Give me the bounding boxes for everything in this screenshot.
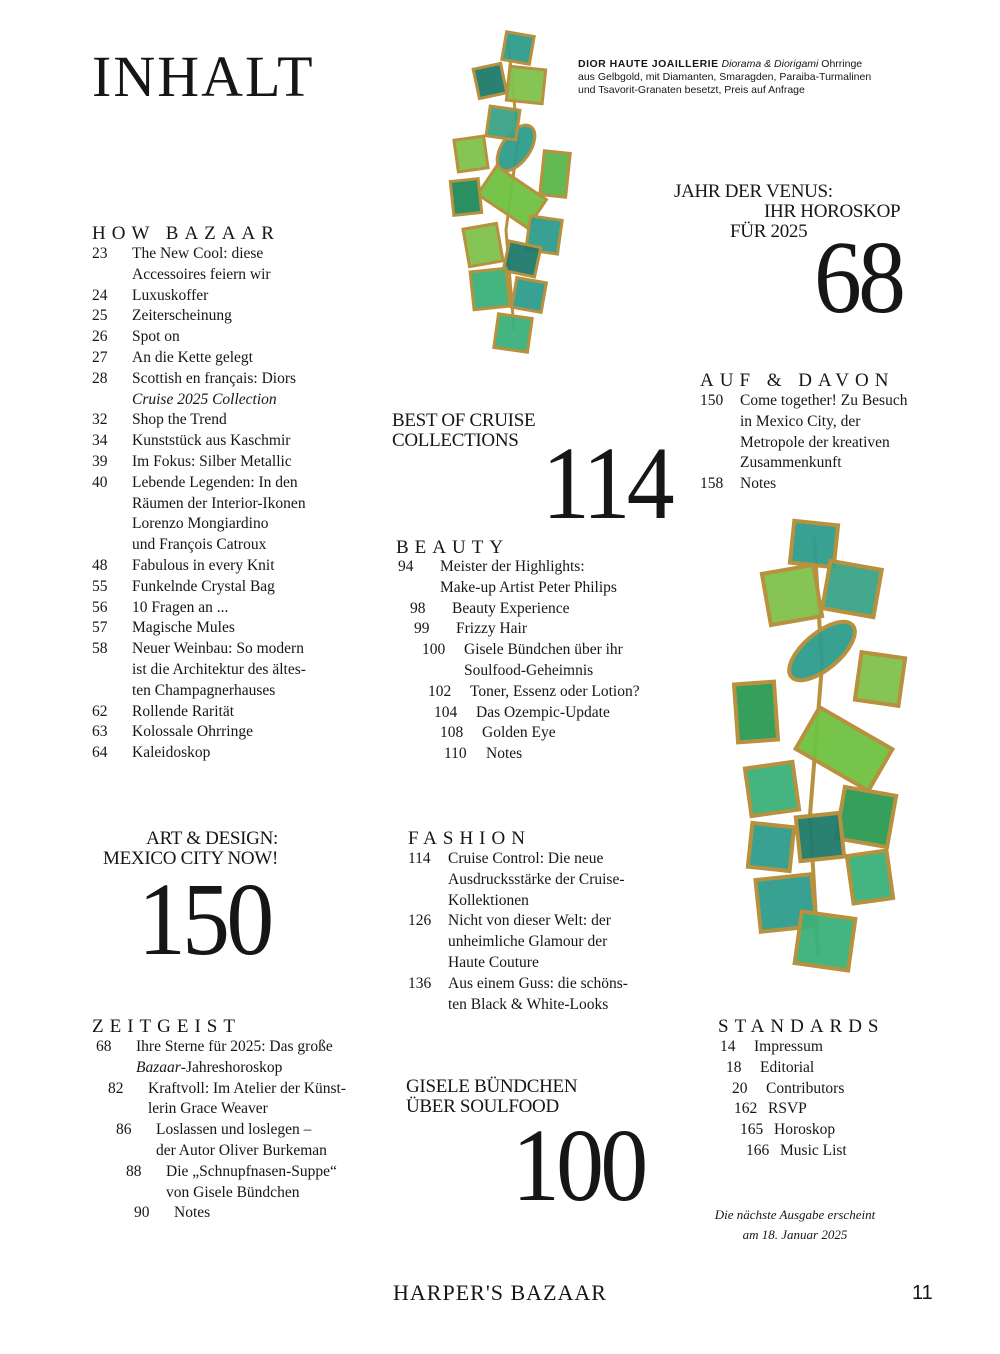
toc-entry (92, 743, 352, 764)
toc-entry (720, 1058, 920, 1079)
feature-line: MEXICO CITY NOW! (103, 848, 278, 869)
toc-entry-line: Zusammenkunft (740, 454, 842, 472)
toc-entry (92, 577, 352, 598)
toc-entry-title (136, 1037, 396, 1079)
toc-entry-title (132, 348, 352, 369)
toc-entry-line: An die Kette gelegt (132, 348, 253, 366)
toc-entry-line: Loslassen und loslegen – (156, 1121, 312, 1139)
toc-entry (398, 640, 688, 682)
toc-entry-title (132, 722, 352, 743)
section-heading-fashion: FASHION (408, 828, 531, 849)
toc-entry (92, 410, 352, 431)
toc-page-number: 99 (414, 620, 430, 638)
toc-entry (92, 369, 352, 411)
toc-entry-title (132, 702, 352, 723)
jewel-caption (578, 58, 908, 97)
toc-entry-line: Gisele Bündchen über ihr (464, 641, 623, 659)
toc-entry-line: Im Fokus: Silber Metallic (132, 452, 292, 470)
toc-entry-title (132, 369, 352, 411)
toc-entry-line: Frizzy Hair (456, 620, 528, 638)
section-heading-zeitgeist: ZEITGEIST (92, 1016, 241, 1037)
feature-line: ART & DESIGN: (146, 828, 278, 849)
toc-entry (96, 1203, 396, 1224)
toc-entry-line: Kolossale Ohrringe (132, 723, 253, 741)
toc-entry-title (132, 286, 352, 307)
earring-gems (450, 32, 570, 352)
toc-entry (92, 639, 352, 701)
toc-page-number: 82 (108, 1079, 124, 1097)
toc-entry-line: ten Black & White-Looks (448, 995, 609, 1013)
toc-entry-title: Impressum (754, 1038, 823, 1055)
toc-page-number: 14 (720, 1038, 736, 1055)
toc-entry-line: Luxuskoffer (132, 286, 209, 304)
toc-entry-line: Meister der Highlights: (440, 558, 585, 575)
toc-page-number: 100 (422, 641, 446, 659)
toc-entry-line: Notes (740, 475, 777, 493)
toc-entry (96, 1037, 396, 1079)
toc-entry (96, 1162, 396, 1204)
toc-entry-title (132, 473, 352, 556)
footer-brand: HARPER'S BAZAAR (393, 1280, 607, 1305)
toc-entry (92, 598, 352, 619)
toc-entry (92, 618, 352, 639)
toc-entry-title (166, 1162, 396, 1204)
toc-entry-line: Come together! Zu Besuch (740, 392, 908, 409)
toc-entry (92, 286, 352, 307)
toc-entry-line: Funkelnde Crystal Bag (132, 577, 275, 595)
toc-entry-title (486, 744, 688, 765)
toc-entry-line: Ausdrucksstärke der Cruise- (448, 870, 625, 888)
standards-list (720, 1037, 920, 1162)
toc-entry-line: 10 Fragen an ... (132, 598, 229, 616)
section-heading-beauty: BEAUTY (396, 537, 510, 558)
toc-entry (720, 1099, 920, 1120)
feature-gisele-number: 100 (512, 1108, 645, 1223)
caption-line: und Tsavorit-Granaten besetzt, Preis auf Anfrage (578, 84, 805, 96)
toc-entry-title (156, 1120, 396, 1162)
section-heading-standards: STANDARDS (718, 1016, 885, 1037)
toc-entry (92, 473, 352, 556)
toc-entry-title (464, 640, 688, 682)
toc-page-number: 126 (408, 912, 432, 930)
toc-entry-line: Zeiterscheinung (132, 307, 232, 325)
toc-entry (398, 703, 688, 724)
toc-entry-line: in Mexico City, der (740, 412, 861, 430)
caption-italic: Diorama & Diorigami (721, 58, 819, 70)
toc-entry-line: Spot on (132, 328, 180, 346)
toc-page-number: 68 (96, 1038, 112, 1055)
toc-page-number: 136 (408, 974, 432, 992)
toc-entry-title (132, 452, 352, 473)
toc-entry-line: Accessoires feiern wir (132, 265, 271, 283)
toc-entry-line: Rollende Rarität (132, 702, 235, 720)
toc-entry-title (448, 849, 678, 911)
toc-page-number: 94 (398, 558, 414, 575)
toc-entry (700, 474, 960, 495)
toc-page-number: 55 (92, 577, 108, 595)
toc-page-number: 25 (92, 307, 108, 325)
toc-entry-title (476, 703, 688, 724)
toc-entry (92, 722, 352, 743)
toc-entry-italic: Bazaar (136, 1058, 181, 1076)
toc-page-number: 23 (92, 245, 108, 262)
toc-entry (398, 682, 688, 703)
toc-entry-line: Lorenzo Mongiardino (132, 515, 269, 533)
toc-entry (720, 1141, 920, 1162)
toc-page-number: 34 (92, 432, 108, 450)
toc-entry-line: Räumen der Interior-Ikonen (132, 494, 306, 512)
toc-entry-line: Notes (174, 1204, 211, 1222)
earring-image-right (730, 515, 910, 985)
page-number: 11 (912, 1282, 933, 1304)
toc-page-number: 58 (92, 640, 108, 658)
toc-page-number: 150 (700, 392, 724, 409)
toc-entry-title (132, 431, 352, 452)
toc-entry-line: Kunststück aus Kaschmir (132, 432, 291, 450)
toc-page-number: 32 (92, 411, 108, 429)
toc-page-number: 165 (740, 1121, 764, 1139)
toc-entry-title (482, 723, 688, 744)
toc-entry-line: Die „Schnupfnasen-Suppe“ (166, 1162, 337, 1180)
feature-line: JAHR DER VENUS: (674, 181, 833, 202)
feature-line: IHR HOROSKOP (764, 201, 901, 222)
toc-entry-line: Golden Eye (482, 724, 556, 742)
toc-entry-line: und François Catroux (132, 536, 267, 554)
toc-entry-line: Soulfood-Geheimnis (464, 661, 594, 679)
toc-entry-title (132, 639, 352, 701)
toc-entry-title: Music List (780, 1141, 847, 1159)
feature-line: ÜBER SOULFOOD (406, 1096, 559, 1117)
toc-entry (92, 556, 352, 577)
toc-entry (408, 974, 678, 1016)
toc-entry-line: Kollektionen (448, 891, 529, 909)
toc-page-number: 114 (408, 850, 431, 867)
toc-entry (720, 1120, 920, 1141)
toc-entry-title (440, 557, 688, 599)
how-bazaar-list (92, 244, 352, 764)
toc-entry-line: Fabulous in every Knit (132, 556, 275, 574)
toc-entry-title: Horoskop (774, 1121, 836, 1139)
toc-entry-line: Cruise 2025 Collection (132, 390, 277, 408)
feature-line: COLLECTIONS (392, 430, 519, 451)
beauty-list (398, 557, 688, 765)
toc-entry-title: RSVP (768, 1100, 807, 1118)
toc-entry-line: von Gisele Bündchen (166, 1183, 300, 1201)
toc-entry (398, 599, 688, 620)
toc-entry-line: Cruise Control: Die neue (448, 850, 604, 867)
toc-entry-title: Contributors (766, 1079, 845, 1097)
caption-line: aus Gelbgold, mit Diamanten, Smaragden, Paraiba-Turmalinen (578, 71, 872, 83)
toc-page-number: 48 (92, 556, 108, 574)
toc-entry-line: Ihre Sterne für 2025: Das große (136, 1038, 333, 1055)
toc-entry (92, 244, 352, 286)
toc-entry (96, 1120, 396, 1162)
toc-entry (700, 391, 960, 474)
toc-entry (92, 306, 352, 327)
toc-entry-title (132, 556, 352, 577)
toc-entry (96, 1079, 396, 1121)
toc-entry (398, 619, 688, 640)
toc-entry (408, 911, 678, 973)
toc-entry-line: ist die Architektur des ältes- (132, 660, 306, 678)
toc-entry-line: Metropole der kreativen (740, 433, 890, 451)
next-issue-note (700, 1205, 890, 1245)
toc-page-number: 104 (434, 703, 458, 721)
toc-entry-line: ten Champagnerhauses (132, 681, 276, 699)
toc-entry-title (740, 474, 960, 495)
toc-page-number: 62 (92, 702, 108, 720)
toc-page-number: 108 (440, 724, 464, 742)
toc-page-number: 166 (746, 1141, 770, 1159)
toc-page-number: 27 (92, 348, 108, 366)
toc-page-number: 26 (92, 328, 108, 346)
toc-entry-line: unheimliche Glamour der (448, 933, 608, 951)
toc-entry-title (174, 1203, 396, 1224)
toc-entry-title (452, 599, 688, 620)
feature-line: GISELE BÜNDCHEN (406, 1076, 578, 1097)
earring-image-top (448, 30, 580, 364)
fashion-list (408, 849, 678, 1015)
toc-entry (92, 431, 352, 452)
toc-page-number: 64 (92, 744, 108, 762)
earring-gems (734, 521, 905, 971)
toc-entry-line: Haute Couture (448, 953, 539, 971)
toc-entry (92, 327, 352, 348)
toc-entry (720, 1037, 920, 1058)
toc-entry-title (132, 410, 352, 431)
toc-entry-line: Nicht von dieser Welt: der (448, 912, 611, 930)
feature-venus-number: 68 (814, 220, 903, 335)
toc-entry-title (448, 911, 678, 973)
next-issue-line: am 18. Januar 2025 (742, 1227, 848, 1242)
toc-page-number: 102 (428, 682, 452, 700)
toc-entry-line: Magische Mules (132, 619, 235, 637)
feature-line: FÜR 2025 (730, 221, 808, 242)
toc-entry-title (448, 974, 678, 1016)
toc-entry (92, 348, 352, 369)
toc-entry-line: Beauty Experience (452, 599, 570, 617)
next-issue-line: Die nächste Ausgabe erscheint (714, 1207, 876, 1222)
section-heading-how-bazaar: HOW BAZAAR (92, 223, 280, 244)
toc-entry-title (740, 391, 960, 474)
section-heading-auf-davon: AUF & DAVON (700, 370, 895, 391)
toc-entry (398, 557, 688, 599)
toc-page-number: 162 (734, 1100, 758, 1118)
toc-page-number: 28 (92, 369, 108, 387)
toc-page-number: 56 (92, 598, 108, 616)
toc-page-number: 98 (410, 599, 426, 617)
toc-entry (398, 723, 688, 744)
toc-entry-line: Neuer Weinbau: So modern (132, 640, 304, 658)
toc-entry-line: Kraftvoll: Im Atelier der Künst- (148, 1079, 347, 1097)
feature-cruise-number: 114 (542, 426, 671, 541)
toc-page-number: 40 (92, 473, 108, 491)
feature-mexico-number: 150 (138, 862, 271, 977)
toc-entry-title (132, 598, 352, 619)
toc-entry-text: -Jahreshoroskop (180, 1058, 283, 1076)
toc-page-number: 39 (92, 452, 108, 470)
auf-davon-list (700, 391, 960, 495)
toc-entry (408, 849, 678, 911)
toc-page-number: 88 (126, 1162, 142, 1180)
toc-entry-line: Kaleidoskop (132, 744, 211, 762)
toc-entry-line: der Autor Oliver Burkeman (156, 1141, 327, 1159)
toc-entry-line: Das Ozempic-Update (476, 703, 610, 721)
toc-page-number: 86 (116, 1121, 132, 1139)
toc-entry-line (136, 1058, 396, 1079)
toc-page-number: 63 (92, 723, 108, 741)
toc-entry-line: Notes (486, 745, 523, 763)
toc-page-number: 57 (92, 619, 108, 637)
toc-entry (92, 702, 352, 723)
toc-entry (92, 452, 352, 473)
zeitgeist-list (96, 1037, 396, 1224)
toc-entry-title (132, 743, 352, 764)
toc-entry-line: Shop the Trend (132, 411, 227, 429)
toc-page-number: 20 (732, 1079, 748, 1097)
caption-brand: DIOR HAUTE JOAILLERIE (578, 58, 719, 70)
toc-entry-title (456, 619, 688, 640)
toc-entry-title (132, 327, 352, 348)
toc-entry-line: Scottish en français: Diors (132, 369, 297, 387)
toc-entry-title (132, 306, 352, 327)
toc-entry-line: lerin Grace Weaver (148, 1100, 268, 1118)
toc-entry-title (132, 618, 352, 639)
toc-entry-title (148, 1079, 396, 1121)
toc-page-number: 18 (726, 1058, 742, 1076)
toc-entry-line: Lebende Legenden: In den (132, 473, 298, 491)
toc-entry-line: Aus einem Guss: die schöns- (448, 974, 628, 992)
toc-page-number: 158 (700, 475, 724, 493)
toc-entry-line: Make-up Artist Peter Philips (440, 578, 617, 596)
caption-rest: Ohrringe (821, 58, 863, 70)
toc-entry (398, 744, 688, 765)
toc-page-number: 90 (134, 1204, 150, 1222)
toc-entry-line: Toner, Essenz oder Lotion? (470, 682, 640, 700)
toc-entry-line: The New Cool: diese (132, 245, 264, 262)
toc-entry (720, 1079, 920, 1100)
toc-entry-title (470, 682, 688, 703)
toc-page-number: 110 (444, 745, 467, 763)
page-title: INHALT (92, 44, 315, 109)
toc-entry-title: Editorial (760, 1058, 815, 1076)
toc-entry-title (132, 244, 352, 286)
feature-line: BEST OF CRUISE (392, 410, 536, 431)
toc-entry-title (132, 577, 352, 598)
toc-page-number: 24 (92, 286, 108, 304)
